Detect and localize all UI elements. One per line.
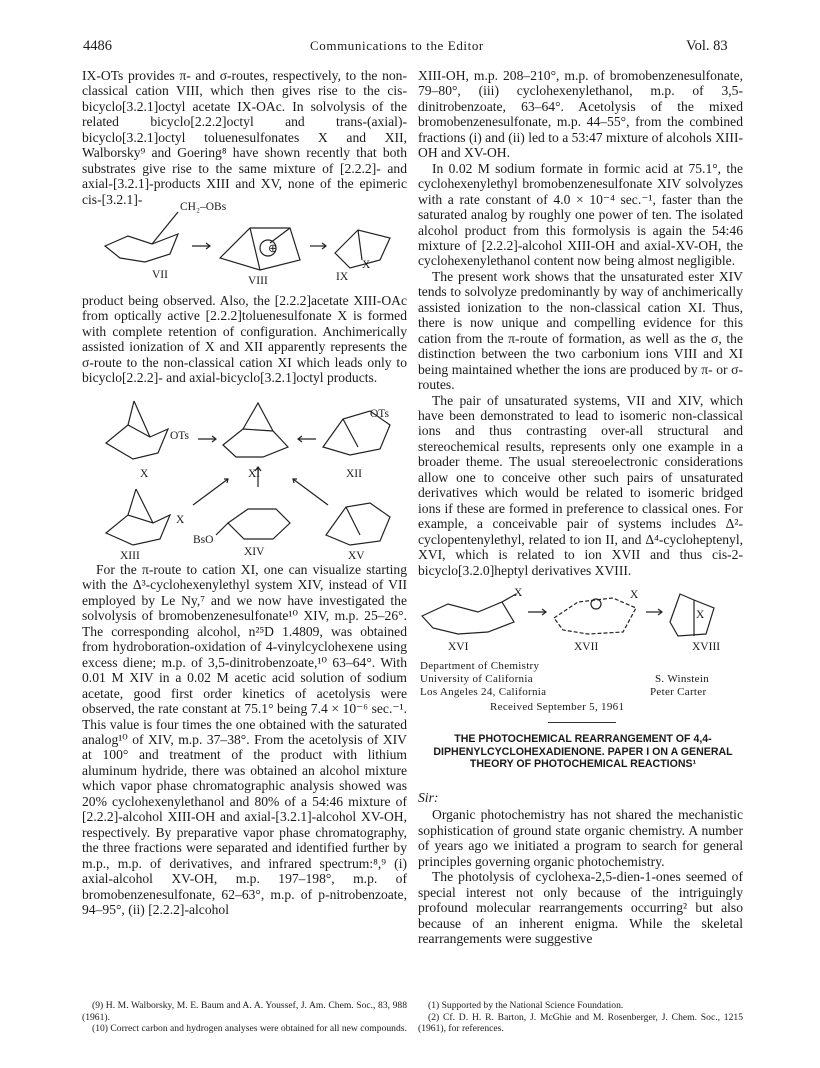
paragraph: IX-OTs provides π- and σ-routes, respectively, to the non-classical cation VIII, which then gives rise to the cis-bicyclo[3.2.1]octyl acetate IX-OAc. In solvolysis of the related bicyclo[2.2.2]octyl and trans-(axial)-bicyclo[3.2.1]octyl toluenesulfonates X and XII, Walborsky⁹ and Goering⁸ have shown recently that both substrates give rise to the same mixture of [2.2.2]- and axial-[3.2.1]-products XIII and XV, none of the epimeric cis-[3.2.1]- [82, 68, 407, 207]
label-xv: XV [348, 550, 365, 560]
label-vii: VII [152, 269, 168, 281]
label-xviii: XVIII [692, 641, 721, 653]
affiliation-city: Los Angeles 24, California [420, 686, 547, 698]
author-winstein: S. Winstein [655, 673, 709, 685]
label-xii: XII [346, 468, 362, 480]
left-para-1 [82, 68, 407, 207]
paragraph: The pair of unsaturated systems, VII and XIV, which have been demonstrated to lead to isomeric non-classical ions and thus contrasting over-all structural and stereochemical results, represents only one example in a broader theme. The usual stereoelectronic considerations allow one to conceive other such pairs of unsaturated derivatives which would be related to isomeric bridged ions if these are formed in preference to classical ones. For example, a conceivable pair of systems includes Δ²-cyclopentenylethyl, related to ion II, and Δ⁴-cycloheptenyl, XVI, which is related to ion XVII and thus cis-2-bicyclo[3.2.0]heptyl derivatives XVIII. [418, 392, 743, 578]
left-para-2 [82, 293, 407, 386]
paragraph: Organic photochemistry has not shared the mechanistic sophistication of ground state organic chemistry. A number of years ago we initiated a program to search for general principles governing organic photochemistry. [418, 807, 743, 869]
label-xvi: XVI [448, 641, 469, 653]
label-x-sub: X [362, 259, 371, 271]
label-x-xvi: X [514, 587, 523, 599]
label-x-xiii: X [176, 514, 185, 526]
figure-1-vii-viii-ix [100, 198, 400, 288]
paragraph: product being observed. Also, the [2.2.2]acetate XIII-OAc from optically active [2.2.2]toluenesulfonate X is formed with complete retention of configuration. Anchimerically assisted ionization of X and XII apparently represents the σ-route to the non-classical cation XI which leads only to bicyclo[2.2.2]- and axial-bicyclo[3.2.1]octyl products. [82, 293, 407, 386]
affiliation-dept: Department of Chemistry [420, 660, 540, 672]
figure-2-x-to-xv [98, 395, 408, 560]
footnote-10: (10) Correct carbon and hydrogen analyses were obtained for all new compounds. [92, 1023, 407, 1035]
footnote-2: (2) Cf. D. H. R. Barton, J. McGhie and M. Rosenberger, J. Chem. Soc., 1215 (1961), for references. [418, 1011, 743, 1035]
volume: Vol. 83 [686, 38, 728, 54]
label-ots-1: OTs [170, 430, 190, 442]
label-xi: XI [248, 468, 261, 480]
footnotes-right [418, 1000, 743, 1035]
salutation: Sir: [418, 790, 439, 805]
label-viii: VIII [248, 275, 268, 287]
page-number: 4486 [83, 38, 112, 54]
paragraph: For the π-route to cation XI, one can visualize starting with the Δ³-cyclohexenylethyl system XIV, instead of VII employed by Le Ny,⁷ and we now have investigated the solvolysis of bromobenzenesulfonate¹⁰ XIV, m.p. 25–26°. The corresponding alcohol, n²⁵D 1.4809, was obtained from hydroboration-oxidation of 4-vinylcyclohexene using excess diene; m.p. of 3,5-dinitrobenzoate,¹⁰ 63–64°. With 0.01 M XIV in a 0.02 M acetic acid solution of sodium acetate, good first order kinetics of acetolysis were observed, the rate constant at 75.1° being 7.4 × 10⁻⁶ sec.⁻¹. This value is four times the one obtained with the saturated analog¹⁰ of XIV, m.p. 37–38°. From the acetolysis of XIV at 100° and treatment of the product with lithium aluminum hydride, there was obtained an alcohol mixture which vapor phase chromatographic analysis showed was 20% cyclohexenylethanol and 80% of a 54:46 mixture of [2.2.2]-alcohol XIII-OH and axial-[3.2.1]-alcohol XV-OH, respectively. By preparative vapor phase chromatography, the three fractions were separated and identified further by m.p., m.p. of derivatives, and infrared spectrum:⁸,⁹ (i) axial-alcohol XV-OH, m.p. 197–198°, m.p. of bromobenzenesulfonate, 62–63°, m.p. of p-nitrobenzoate, 94–95°, (ii) [2.2.2]-alcohol [82, 562, 407, 917]
label-ots-2: OTs [370, 408, 390, 420]
label-x-xviii: X [696, 609, 705, 621]
author-carter: Peter Carter [650, 686, 707, 698]
figure-3-xvi-xvii-xviii [418, 582, 743, 654]
label-x: X [140, 468, 149, 480]
paragraph: XIII-OH, m.p. 208–210°, m.p. of bromobenzenesulfonate, 79–80°, (iii) cyclohexenylethanol, m.p. of 3,5-dinitrobenzoate, 63–64°. Acetolysis of the mixed bromobenzenesulfonate, m.p. 44–55°, from the combined fractions (i) and (ii) led to a 53:47 mixture of alcohols XIII-OH and XV-OH. [418, 68, 744, 161]
label-x-xvii: X [630, 589, 639, 601]
paragraph: The present work shows that the unsaturated ester XIV tends to solvolyze predominantly by way of anchimerically assisted ionization to the non-classical cation XI. Thus, there is now unique and compelling evidence for this cation from the π-route of formation, as well as the σ, the distinction between the two carbonium ions VIII and XI being maintained whether the ions are produced by π- or σ-routes. [418, 268, 743, 393]
affiliation-univ: University of California [420, 673, 533, 685]
footnote-9: (9) H. M. Walborsky, M. E. Baum and A. A. Youssef, J. Am. Chem. Soc., 83, 988 (1961). [82, 1000, 407, 1023]
received-date: Received September 5, 1961 [490, 701, 625, 713]
paragraph: In 0.02 M sodium formate in formic acid at 75.1°, the cyclohexenylethyl bromobenzenesulfonate XIV solvolyzes with a rate constant of 4.0 × 10⁻⁴ sec.⁻¹, faster than the saturated analog by roughly one power of ten. The isolated alcohol product from this formolysis is again the 54:46 mixture of [2.2.2]-alcohol XIII-OH and axial-XV-OH, the cyclohexenylethanol content now being almost negligible. [418, 160, 743, 269]
paragraph: The photolysis of cyclohexa-2,5-dien-1-ones seemed of special interest not only because of the intriguingly profound molecular rearrangements occurring² but also because of an inherent enigma. While the skeletal rearrangements were suggestive [418, 869, 743, 947]
divider [548, 722, 616, 723]
right-paras [418, 68, 743, 578]
label-bso: BsO [193, 534, 214, 546]
label-ch2-obs: CH₂–OBs [180, 201, 227, 213]
svg-text:⊕: ⊕ [268, 243, 278, 255]
footnote-1: (1) Supported by the National Science Foundation. [428, 1000, 624, 1011]
label-xvii: XVII [574, 641, 599, 653]
label-ix: IX [336, 271, 349, 283]
label-xiv: XIV [244, 546, 265, 558]
journal-section: Communications to the Editor [310, 38, 484, 53]
footnotes-left [82, 1000, 407, 1035]
article-title: THE PHOTOCHEMICAL REARRANGEMENT OF 4,4-DIPHENYLCYCLOHEXADIENONE. PAPER I ON A GENERAL THEORY OF PHOTOCHEMICAL REACTIONS¹ [433, 733, 733, 770]
article2-body [418, 790, 743, 947]
label-xiii: XIII [120, 550, 140, 560]
left-para-3 [82, 562, 407, 917]
